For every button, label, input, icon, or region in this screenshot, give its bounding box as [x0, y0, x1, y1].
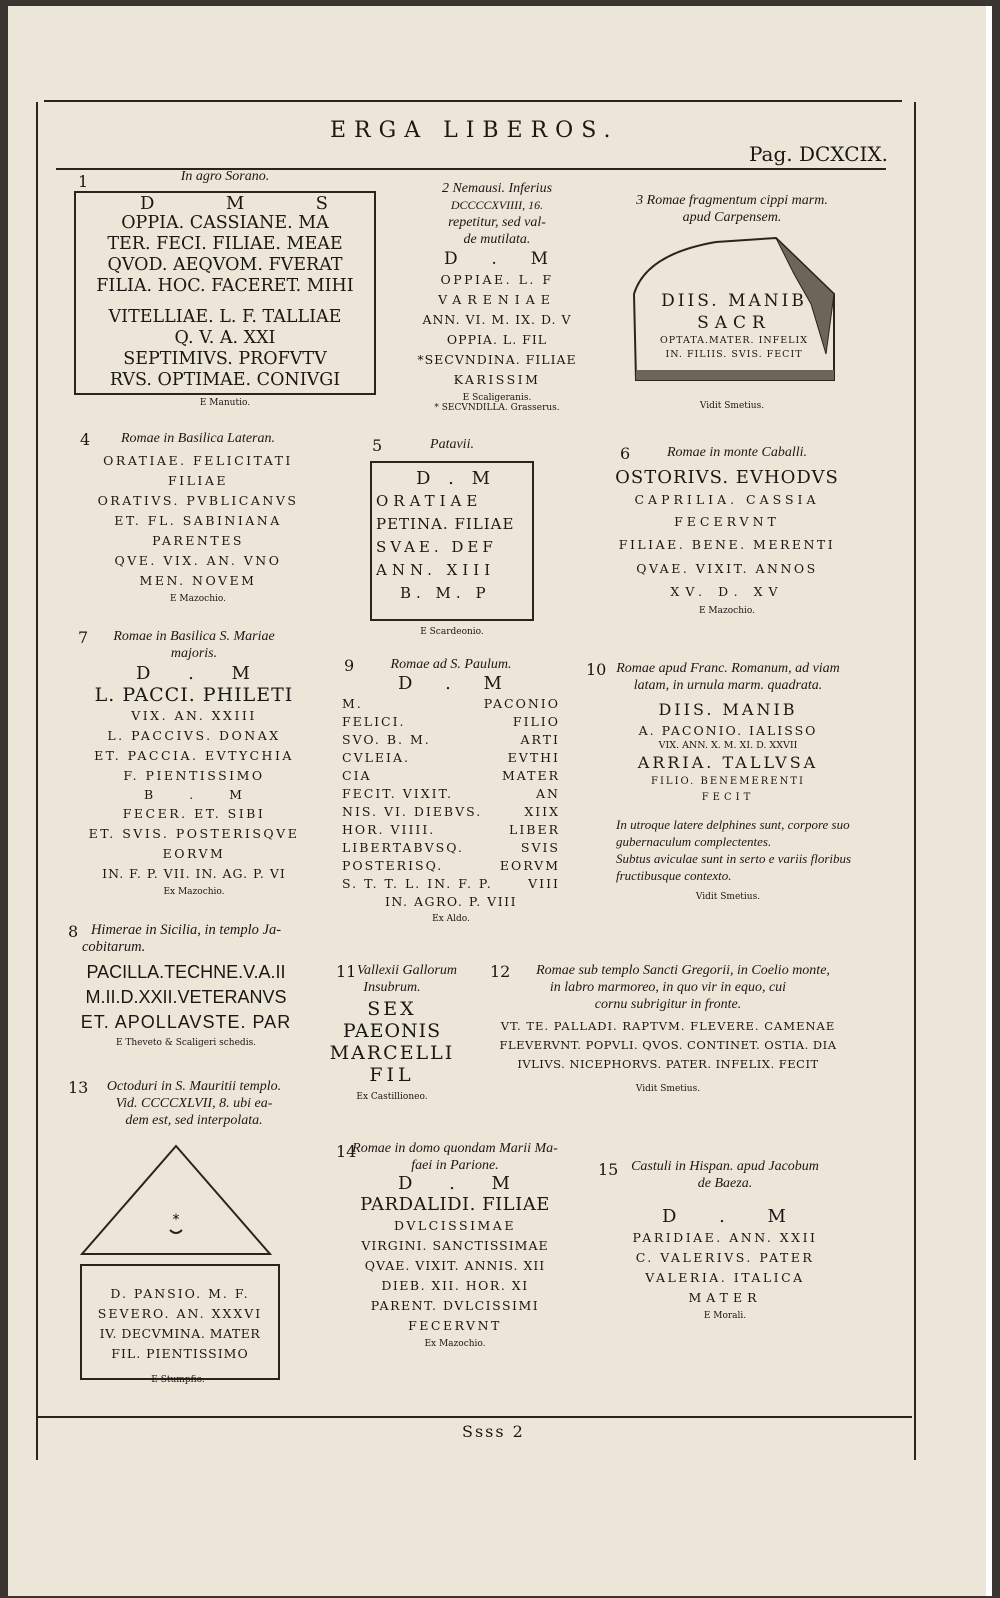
inscription-8: Himerae in Sicilia, in templo Ja- cobitarum. PACILLA.TECHNE.V.A.II M.II.D.XXII.VETERANVS ET. APOLLAVSTE. PAR E Theveto & Scaligeri schedis. — [80, 922, 292, 1048]
signature-mark: Ssss 2 — [462, 1422, 525, 1441]
inscription-12-number: 12 — [490, 962, 511, 981]
inscription-12: Romae sub templo Sancti Gregorii, in Coelio monte, in labro marmoreo, in quo vir in equo, cui cornu subrigitur in fronte. VT. TE. PALLADI. RAPTVM. FLEVERE. CAMENAE FLEVERVNT. POPVLI. QVOS. CONTINET. OSTIA. DIA IVLIVS. NICEPHORVS. PATER. INFELIX. FECIT Vidit Smetius. — [499, 963, 837, 1094]
inscription-5-number: 5 — [372, 436, 383, 455]
inscription-13-number: 13 — [68, 1078, 89, 1097]
book-page — [8, 6, 992, 1596]
inscription-8-number: 8 — [68, 922, 79, 941]
inscription-6-number: 6 — [620, 444, 631, 463]
inscription-13-source: E Stumpfio. — [151, 1375, 205, 1385]
inscription-1-number: 1 — [78, 172, 89, 191]
inscription-4-number: 4 — [80, 430, 91, 449]
inscription-1-dm: D M S — [140, 193, 330, 214]
inscription-2-dm: D . M — [444, 249, 550, 269]
inscription-11-number: 11 — [336, 962, 357, 981]
inscription-3: 3 Romae fragmentum cippi marm. apud Carpensem. — [636, 193, 828, 225]
inscription-9: Romae ad S. Paulum. D . M M. PACONIO FELICI. FILIO SVO. B. M. ARTI CVLEIA. EVTHI CIA MATER FECIT. VIXIT. AN NIS. VI. DIEBVS. XIIX HOR. VIIII. LIBER LIBERTABVSQ. SVIS POSTERISQ. EORVM S. T. T. L. IN. F. P. VIII IN. AGRO. P. VIII Ex Aldo. — [342, 657, 560, 924]
inscription-1-source: E Manutio. — [199, 398, 251, 408]
inscription-3-text: DIIS. MANIB SACR OPTATA.MATER. INFELIX IN. FILIIS. SVIS. FECIT — [660, 291, 808, 360]
inscription-13: Octoduri in S. Mauritii templo. Vid. CCCCXLVII, 8. ubi ea- dem est, sed interpolata. — [106, 1079, 282, 1128]
inscription-10-note: In utroque latere delphines sunt, corpore suo gubernaculum complectentes. Subtus aviculae sunt in serto e variis floribus fructibusque contexto. — [616, 817, 852, 883]
inscription-7-number: 7 — [78, 628, 89, 647]
inscription-9-number: 9 — [344, 656, 355, 675]
page-edge — [986, 6, 992, 1596]
inscription-14-number: 14 — [336, 1142, 357, 1161]
inscription-14: Romae in domo quondam Marii Ma- faei in Parione. D . M PARDALIDI. FILIAE DVLCISSIMAE VIRGINI. SANCTISSIMAE QVAE. VIXIT. ANNIS. XII DIEB. XII. HOR. XI PARENT. DVLCISSIMI FECERVNT Ex Mazochio. — [352, 1141, 558, 1349]
inscription-5: Patavii. D . M ORATIAE PETINA. FILIAE SVAE. DEF ANN. XIII B. M. P E Scardeonio. — [370, 436, 534, 637]
inscription-1-heading: In agro Sorano. — [180, 169, 270, 184]
inscription-15-number: 15 — [598, 1160, 619, 1179]
inscription-10: Romae apud Franc. Romanum, ad viam latam, in urnula marm. quadrata. DIIS. MANIB A. PACONIO. IALISSO VIX. ANN. X. M. XI. D. XXVII ARRIA. TALLVSA FILIO. BENEMERENTI FECIT In utroque latere delphines sunt, corpore suo gubernaculum complectentes. Subtus aviculae sunt in serto e variis floribus fructibusque contexto. Vidit Smetius. — [608, 660, 848, 902]
inscription-2: 2 Nemausi. Inferius DCCCCXVIIII, 16. repetitur, sed val- de mutilata. D . M OPPIAE. L. F VARENIAE ANN. VI. M. IX. D. V OPPIA. L. FIL *SECVNDINA. FILIAE KARISSIM E Scaligeranis. * SECVNDILLA. Grasserus. — [404, 180, 590, 413]
bottom-rule — [36, 1416, 912, 1418]
inscription-11: Vallexii Gallorum Insubrum. SEX PAEONIS MARCELLI FIL Ex Castillioneo. — [329, 963, 457, 1102]
inscription-1 — [74, 168, 376, 408]
inscription-3-source: Vidit Smetius. — [699, 401, 765, 411]
inscription-5-box: D . M ORATIAE PETINA. FILIAE SVAE. DEF ANN. XIII B. M. P — [370, 461, 534, 621]
inscription-6: Romae in monte Caballi. OSTORIVS. EVHODVS CAPRILIA. CASSIA FECERVNT FILIAE. BENE. MERENTI QVAE. VIXIT. ANNOS XV. D. XV E Mazochio. — [615, 445, 839, 616]
running-title: ERGA LIBEROS. — [330, 118, 619, 143]
inscription-10-number: 10 — [586, 660, 607, 679]
crescent-icon — [170, 1230, 182, 1233]
top-rule — [44, 100, 902, 102]
inscription-4: Romae in Basilica Lateran. ORATIAE. FELICITATI FILIAE ORATIVS. PVBLICANVS ET. FL. SABINIANA PARENTES QVE. VIX. AN. VNO MEN. NOVEM E Mazochio. — [97, 431, 299, 604]
inscription-13-box: D. PANSIO. M. F. SEVERO. AN. XXXVI IV. DECVMINA. MATER FIL. PIENTISSIMO — [80, 1264, 280, 1380]
inscription-15: Castuli in Hispan. apud Jacobum de Baeza. D . M PARIDIAE. ANN. XXII C. VALERIVS. PATER VALERIA. ITALICA MATER E Morali. — [631, 1159, 819, 1321]
page-number: Pag. DCXCIX. — [748, 142, 888, 166]
inscription-1-box: D M S OPPIA. CASSIANE. MA TER. FECI. FILIAE. MEAE QVOD. AEQVOM. FVERAT FILIA. HOC. FACERET. MIHI VITELLIAE. L. F. TALLIAE Q. V. A. XXI SEPTIMIVS. PROFVTV RVS. OPTIMAE. CONIVGI — [74, 191, 376, 395]
inscription-7: Romae in Basilica S. Mariae majoris. D . M L. PACCI. PHILETI VIX. AN. XXIII L. PACCIVS. DONAX ET. PACCIA. EVTYCHIA F. PIENTISSIMO B . M FECER. ET. SIBI ET. SVIS. POSTERISQVE EORVM IN. F. P. VII. IN. AG. P. VI Ex Mazochio. — [88, 629, 300, 897]
pediment-drawing — [78, 1142, 274, 1262]
star-icon: * — [172, 1212, 180, 1228]
